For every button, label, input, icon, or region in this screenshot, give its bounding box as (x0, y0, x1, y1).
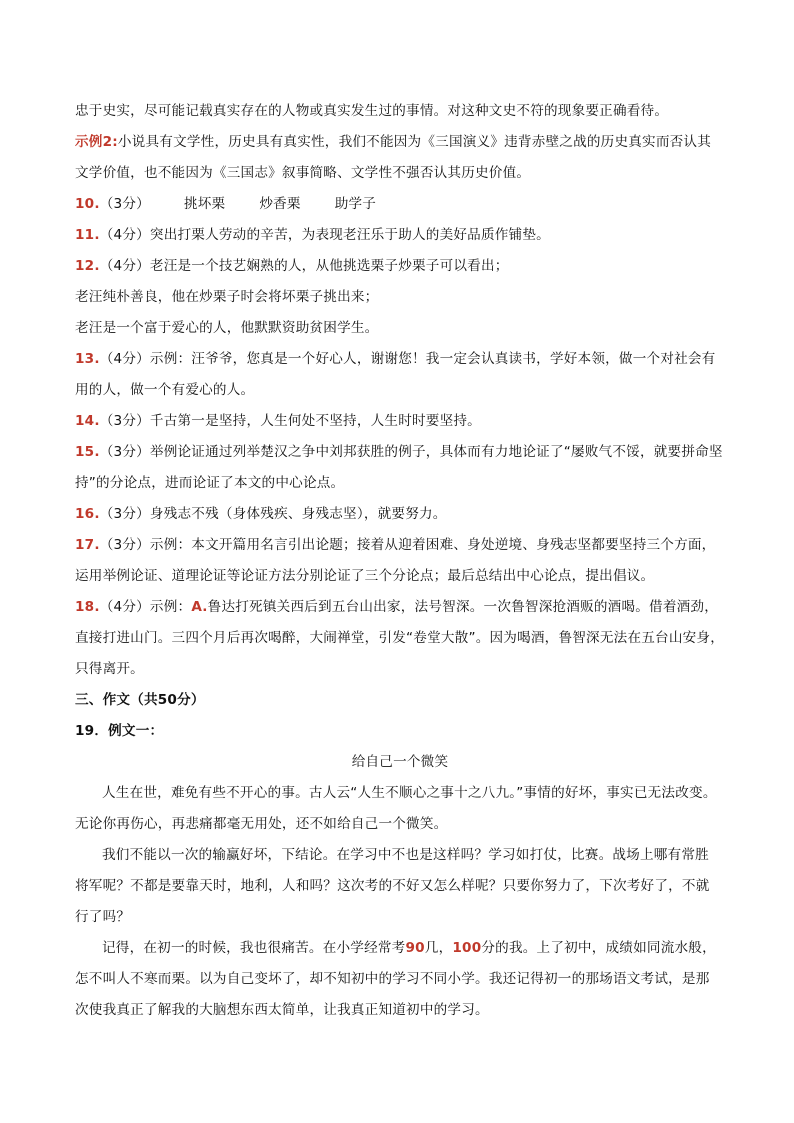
essay-paragraph-3: 记得，在初一的时候，我也很痛苦。在小学经常考90几，100分的我。上了初中，成绩如同流水般， (102, 940, 716, 956)
text-line: 只得离开。 (75, 661, 144, 677)
document-page (75, 96, 725, 1026)
text-line: 文学价值，也不能因为《三国志》叙事简略、文学性不强否认其历史价值。 (75, 165, 531, 181)
question-number: 10. (75, 196, 100, 212)
score: （3分） (99, 196, 150, 212)
question-number: 17. (75, 537, 100, 553)
text-line: 老汪纯朴善良，他在炒栗子时会将坏栗子挑出来； (75, 289, 379, 305)
example-2-label: 示例2: (75, 134, 118, 150)
essay-title: 给自己一个微笑 (351, 754, 449, 770)
answer-14: 14.（3分）千古第一是坚持，人生何处不坚持，人生时时要坚持。 (75, 413, 481, 429)
text-line: 老汪是一个富于爱心的人，他默默资助贫困学生。 (75, 320, 379, 336)
score: （3分） (99, 413, 150, 429)
score: （3分） (99, 444, 150, 460)
text-line: 用的人，做一个有爱心的人。 (75, 382, 255, 398)
text-line: 无论你再伤心，再悲痛都毫无用处，还不如给自己一个微笑。 (75, 816, 448, 832)
question-number: 12. (75, 258, 100, 274)
essay-paragraph-2: 我们不能以一次的输赢好坏，下结论。在学习中不也是这样吗？学习如打仗，比赛。战场上哪有常胜 (102, 847, 709, 863)
question-number: 14. (75, 413, 100, 429)
question-19-heading: 19．例文一： (75, 723, 164, 739)
text-line: 行了吗？ (75, 909, 131, 925)
answer-16: 16.（3分）身残志不残（身体残疾、身残志坚），就要努力。 (75, 506, 447, 522)
text-line: 运用举例论证、道理论证等论证方法分别论证了三个分论点；最后总结出中心论点，提出倡议。 (75, 568, 655, 584)
score-number: 100 (452, 940, 482, 956)
answer-15: 15.（3分）举例论证通过列举楚汉之争中刘邦获胜的例子，具体而有力地论证了“屡败气不馁，就要拼命坚 (75, 444, 723, 460)
text-line: 怎不叫人不寒而栗。以为自己变坏了，却不知初中的学习不同小学。我还记得初一的那场语文考试，是那 (75, 971, 710, 987)
text-line: 直接打进山门。三四个月后再次喝醉，大闹禅堂，引发“卷堂大散”。因为喝酒，鲁智深无法在五台山安身， (75, 630, 724, 646)
question-number: 15. (75, 444, 100, 460)
score: （3分） (99, 506, 150, 522)
text-line: 将军呢？不都是要靠天时，地利，人和吗？这次考的不好又怎么样呢？只要你努力了，下次考好了，不就 (75, 878, 710, 894)
question-number: 13. (75, 351, 100, 367)
score: （4分） (99, 227, 150, 243)
answer-12: 12.（4分）老汪是一个技艺娴熟的人，从他挑选栗子炒栗子可以看出； (75, 258, 509, 274)
answer-13: 13.（4分）示例：汪爷爷，您真是一个好心人，谢谢您！我一定会认真读书，学好本领，做一个对社会有 (75, 351, 716, 367)
essay-paragraph-1: 人生在世，难免有些不开心的事。古人云“人生不顺心之事十之八九。”事情的好坏，事实已无法改变。 (102, 785, 717, 801)
text-line: 次使我真正了解我的大脑想东西太简单，让我真正知道初中的学习。 (75, 1002, 489, 1018)
answer-18: 18.（4分）示例：A.鲁达打死镇关西后到五台山出家，法号智深。一次鲁智深抢酒贩的酒喝。借着酒劲， (75, 599, 719, 615)
question-number: 18. (75, 599, 100, 615)
answer-17: 17.（3分）示例：本文开篇用名言引出论题；接着从迎着困难、身处逆境、身残志坚都要坚持三个方面， (75, 537, 716, 553)
section-heading: 三、作文（共50分） (75, 692, 205, 708)
score: （4分） (99, 351, 150, 367)
score-number: 90 (405, 940, 425, 956)
answer-10: 10.（3分） 挑坏栗 炒香栗 助学子 (75, 196, 377, 212)
score: （3分） (99, 537, 150, 553)
example-2-line: 示例2:小说具有文学性，历史具有真实性，我们不能因为《三国演义》违背赤壁之战的历史真实而否认其 (75, 134, 712, 150)
score: （4分） (99, 258, 150, 274)
answer-11: 11.（4分）突出打栗人劳动的辛苦，为表现老汪乐于助人的美好品质作铺垫。 (75, 227, 550, 243)
score: （4分） (99, 599, 150, 615)
text-line: 忠于史实，尽可能记载真实存在的人物或真实发生过的事情。对这种文史不符的现象要正确看待。 (75, 103, 669, 119)
option-label: A. (191, 599, 208, 615)
question-number: 11. (75, 227, 100, 243)
text-line: 持”的分论点，进而论证了本文的中心论点。 (75, 475, 345, 491)
question-number: 16. (75, 506, 100, 522)
